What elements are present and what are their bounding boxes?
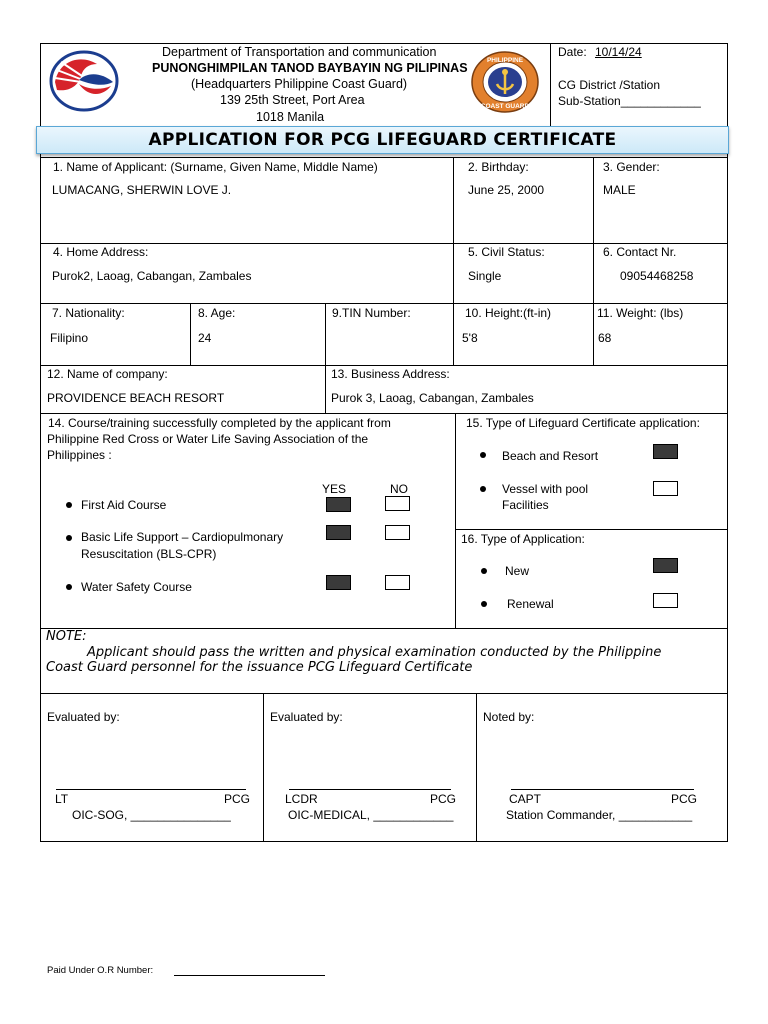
weight-label: 11. Weight: (lbs) xyxy=(597,306,684,320)
business-address-value[interactable]: Purok 3, Laoag, Cabangan, Zambales xyxy=(331,391,534,405)
rank-label: CAPT xyxy=(509,792,542,806)
service-label: PCG xyxy=(430,792,457,806)
civil-status-label: 5. Civil Status: xyxy=(468,245,545,259)
weight-value[interactable]: 68 xyxy=(598,331,612,345)
date-value: 10/14/24 xyxy=(595,45,642,59)
signature-line[interactable] xyxy=(56,789,246,790)
bls-no-checkbox[interactable] xyxy=(385,525,410,540)
business-address-label: 13. Business Address: xyxy=(331,367,450,381)
home-address-label: 4. Home Address: xyxy=(53,245,149,259)
certificate-type-heading: 15. Type of Lifeguard Certificate application: xyxy=(466,416,700,430)
vessel-pool-label-line1: Vessel with pool xyxy=(502,482,589,496)
application-type-heading: 16. Type of Application: xyxy=(461,532,585,546)
agency-name: PUNONGHIMPILAN TANOD BAYBAYIN NG PILIPINAS xyxy=(152,61,468,75)
position-label: OIC-SOG, _______________ xyxy=(72,808,231,822)
no-column-header: NO xyxy=(390,482,408,496)
agency-street: 139 25th Street, Port Area xyxy=(220,93,365,107)
rank-label: LCDR xyxy=(285,792,318,806)
seal-top-text: PHILIPPINE xyxy=(486,57,524,64)
bullet-icon xyxy=(481,568,487,574)
bullet-icon xyxy=(481,601,487,607)
service-label: PCG xyxy=(671,792,698,806)
applicant-name-value[interactable]: LUMACANG, SHERWIN LOVE J. xyxy=(52,183,232,197)
home-address-value[interactable]: Purok2, Laoag, Cabangan, Zambales xyxy=(52,269,252,283)
bullet-icon xyxy=(66,535,72,541)
course-bls-label-line2: Resuscitation (BLS-CPR) xyxy=(81,547,217,561)
nationality-value[interactable]: Filipino xyxy=(50,331,89,345)
department-name: Department of Transportation and communication xyxy=(162,45,437,59)
height-label: 10. Height:(ft-in) xyxy=(465,306,552,320)
date-label: Date: xyxy=(558,45,587,59)
nationality-label: 7. Nationality: xyxy=(52,306,125,320)
contact-label: 6. Contact Nr. xyxy=(603,245,677,259)
service-label: PCG xyxy=(224,792,251,806)
renewal-label: Renewal xyxy=(507,597,554,611)
position-label: OIC-MEDICAL, ____________ xyxy=(288,808,454,822)
first-aid-yes-checkbox[interactable] xyxy=(326,497,351,512)
courses-heading-line3: Philippines : xyxy=(47,448,112,462)
bullet-icon xyxy=(480,452,486,458)
seal-bottom-text: COAST GUARD xyxy=(480,103,530,110)
signature-line[interactable] xyxy=(511,789,694,790)
signature-line[interactable] xyxy=(289,789,451,790)
water-safety-no-checkbox[interactable] xyxy=(385,575,410,590)
new-label: New xyxy=(505,564,530,578)
height-value[interactable]: 5'8 xyxy=(462,331,478,345)
substation-label: Sub-Station____________ xyxy=(558,94,701,108)
evaluated-by-label: Evaluated by: xyxy=(47,710,120,724)
vessel-pool-label-line2: Facilities xyxy=(502,498,549,512)
courses-heading-line2: Philippine Red Cross or Water Life Saving Association of the xyxy=(47,432,369,446)
rank-label: LT xyxy=(55,792,69,806)
or-number-line[interactable] xyxy=(174,975,325,976)
first-aid-no-checkbox[interactable] xyxy=(385,496,410,511)
position-label: Station Commander, ___________ xyxy=(506,808,693,822)
gender-value[interactable]: MALE xyxy=(603,183,636,197)
district-label: CG District /Station xyxy=(558,78,661,92)
note-text-line2: Coast Guard personnel for the issuance PCG Lifeguard Certificate xyxy=(46,660,473,675)
civil-status-value[interactable]: Single xyxy=(468,269,502,283)
birthday-label: 2. Birthday: xyxy=(468,160,529,174)
age-value[interactable]: 24 xyxy=(198,331,212,345)
new-checkbox[interactable] xyxy=(653,558,678,573)
company-value[interactable]: PROVIDENCE BEACH RESORT xyxy=(47,391,225,405)
bullet-icon xyxy=(66,584,72,590)
company-label: 12. Name of company: xyxy=(47,367,168,381)
evaluated-by-label: Evaluated by: xyxy=(270,710,343,724)
note-text-line1: Applicant should pass the written and physical examination conducted by the Philippine xyxy=(87,645,662,660)
beach-resort-checkbox[interactable] xyxy=(653,444,678,459)
contact-value[interactable]: 09054468258 xyxy=(620,269,694,283)
noted-by-label: Noted by: xyxy=(483,710,535,724)
course-water-safety-label: Water Safety Course xyxy=(81,580,192,594)
note-label: NOTE: xyxy=(46,629,87,644)
renewal-checkbox[interactable] xyxy=(653,593,678,608)
courses-heading-line1: 14. Course/training successfully completed by the applicant from xyxy=(48,416,391,430)
bullet-icon xyxy=(66,502,72,508)
tin-label: 9.TIN Number: xyxy=(332,306,411,320)
bullet-icon xyxy=(480,486,486,492)
vessel-pool-checkbox[interactable] xyxy=(653,481,678,496)
water-safety-yes-checkbox[interactable] xyxy=(326,575,351,590)
title-banner xyxy=(36,126,729,154)
bls-yes-checkbox[interactable] xyxy=(326,525,351,540)
agency-name-english: (Headquarters Philippine Coast Guard) xyxy=(191,77,408,91)
beach-resort-label: Beach and Resort xyxy=(502,449,599,463)
or-number-label: Paid Under O.R Number: xyxy=(47,965,154,976)
gender-label: 3. Gender: xyxy=(603,160,660,174)
course-bls-label-line1: Basic Life Support – Cardiopulmonary xyxy=(81,530,284,544)
dotr-logo-icon xyxy=(49,50,119,112)
agency-city: 1018 Manila xyxy=(256,110,325,124)
birthday-value[interactable]: June 25, 2000 xyxy=(468,183,545,197)
applicant-name-label: 1. Name of Applicant: (Surname, Given Name, Middle Name) xyxy=(53,160,378,174)
yes-column-header: YES xyxy=(322,482,347,496)
age-label: 8. Age: xyxy=(198,306,236,320)
course-first-aid-label: First Aid Course xyxy=(81,498,167,512)
pcg-seal-icon xyxy=(470,51,540,113)
form-title: APPLICATION FOR PCG LIFEGUARD CERTIFICATE xyxy=(148,130,617,150)
